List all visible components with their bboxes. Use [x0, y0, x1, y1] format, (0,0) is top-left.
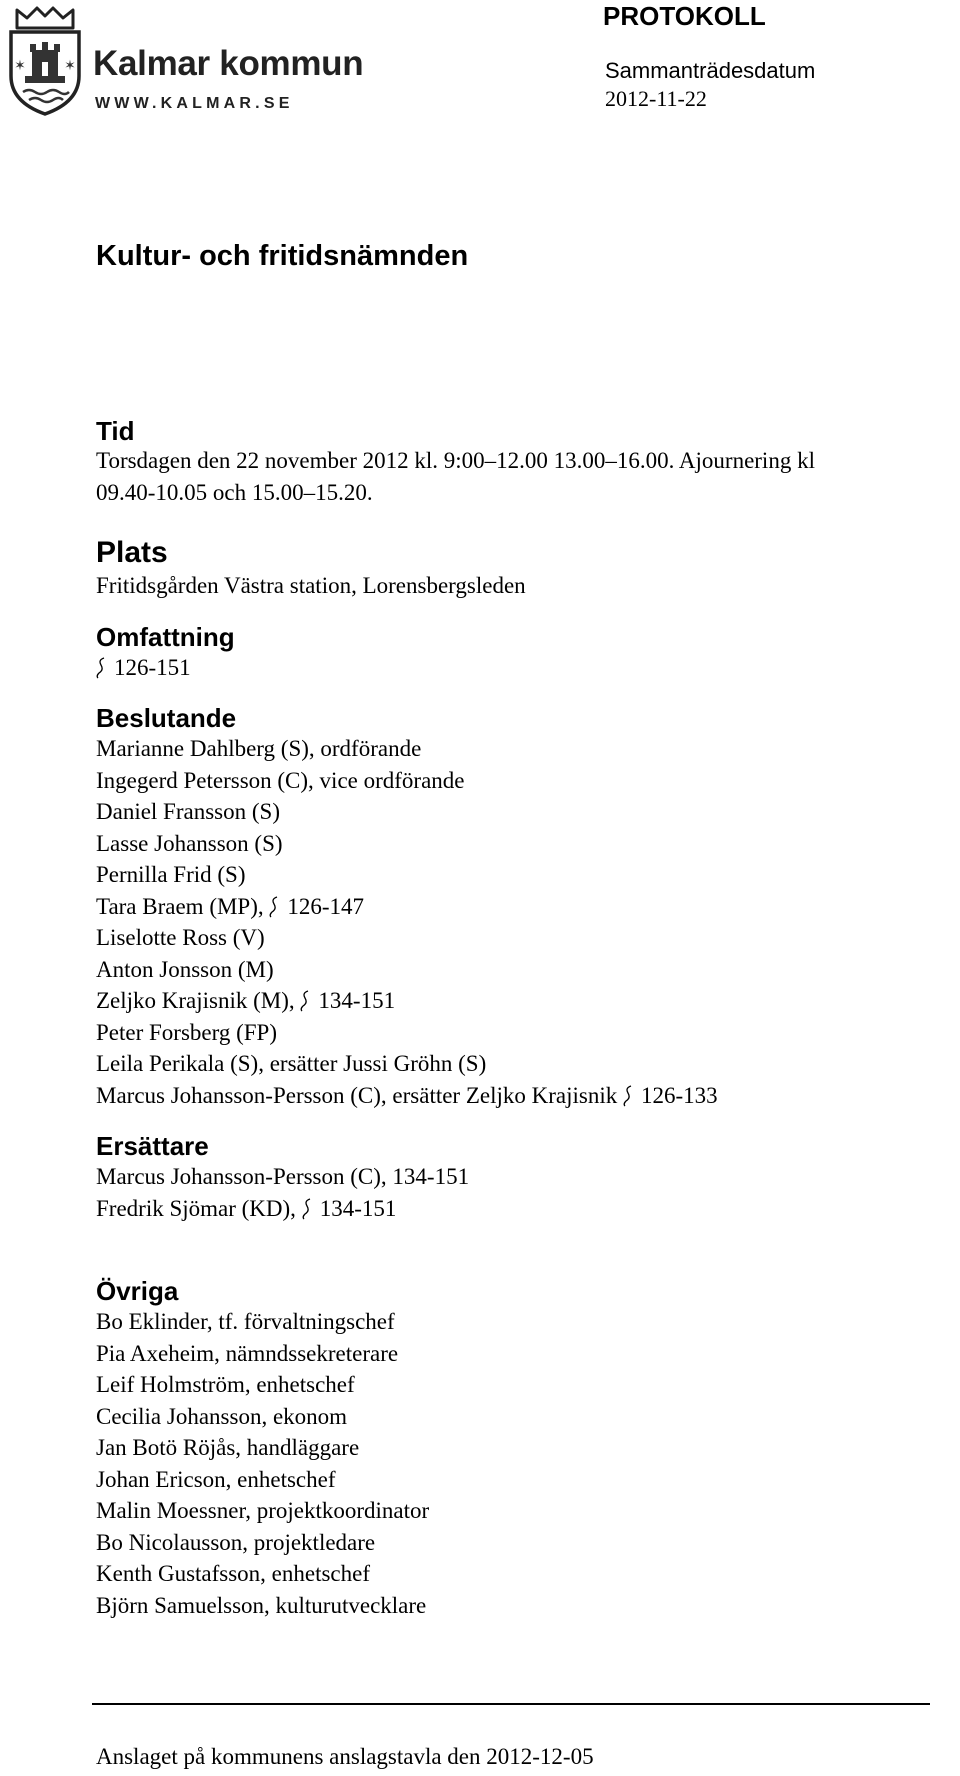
list-item: Jan Botö Röjås, handläggare	[96, 1435, 360, 1460]
list-item	[96, 891, 916, 923]
coat-of-arms-icon	[5, 6, 85, 116]
logo-url: WWW.KALMAR.SE	[95, 95, 294, 112]
document-type: PROTOKOLL	[603, 1, 766, 31]
list-item: Pernilla Frid (S)	[96, 862, 246, 887]
svg-text:✶: ✶	[64, 59, 76, 74]
section-scope	[96, 622, 916, 684]
scope-text	[96, 652, 916, 684]
list-item: Leif Holmström, enhetschef	[96, 1372, 355, 1397]
meeting-date-value: 2012-11-22	[605, 86, 707, 111]
section-decision-makers	[96, 703, 916, 1111]
section-substitutes	[96, 1131, 916, 1224]
section-place	[96, 536, 916, 602]
member-name: Tara Braem (MP),	[96, 893, 264, 919]
member-range: 134-151	[319, 1195, 397, 1221]
list-item: Liselotte Ross (V)	[96, 925, 265, 950]
svg-text:✶: ✶	[14, 59, 26, 74]
section-substitutes-heading: Ersättare	[96, 1131, 209, 1161]
paragraph-sign-icon	[623, 1084, 633, 1108]
paragraph-sign-icon	[269, 895, 279, 919]
list-item: Leila Perikala (S), ersätter Jussi Gröhn (S)	[96, 1051, 487, 1076]
meeting-date-label: Sammanträdesdatum	[605, 58, 816, 83]
list-item: Anton Jonsson (M)	[96, 956, 274, 982]
time-text	[96, 446, 916, 508]
list-item: Bo Eklinder, tf. förvaltningschef	[96, 1309, 395, 1334]
member-range: 134-151	[318, 988, 396, 1013]
list-item	[96, 985, 916, 1017]
member-name: Fredrik Sjömar (KD),	[96, 1195, 296, 1221]
list-item: Daniel Fransson (S)	[96, 799, 280, 824]
posting-notice: Anslaget på kommunens anslagstavla den 2012-12-05	[96, 1744, 594, 1769]
list-item: Johan Ericson, enhetschef	[96, 1466, 336, 1492]
list-item: Björn Samuelsson, kulturutvecklare	[96, 1592, 427, 1618]
list-item: Kenth Gustafsson, enhetschef	[96, 1561, 371, 1586]
list-item: Marianne Dahlberg (S), ordförande	[96, 736, 422, 761]
member-range: 126-147	[287, 893, 365, 919]
committee-title: Kultur- och fritidsnämnden	[96, 240, 469, 272]
protocol-body	[96, 416, 916, 1621]
paragraph-sign-icon	[300, 989, 310, 1013]
list-item: Ingegerd Petersson (C), vice ordförande	[96, 767, 465, 793]
section-time-heading: Tid	[96, 416, 135, 446]
place-text: Fritidsgården Västra station, Lorensbergsleden	[96, 573, 526, 598]
section-decision-makers-heading: Beslutande	[96, 703, 237, 733]
footer-divider	[92, 1703, 930, 1705]
time-line: Torsdagen den 22 november 2012 kl. 9:00–12.00 13.00–16.00. Ajournering kl	[96, 448, 815, 473]
list-item: Malin Moessner, projektkoordinator	[96, 1498, 430, 1523]
time-line: 09.40-10.05 och 15.00–15.20.	[96, 480, 373, 505]
list-item: Lasse Johansson (S)	[96, 830, 283, 856]
section-others-heading: Övriga	[96, 1276, 179, 1306]
member-range: 126-133	[640, 1082, 718, 1108]
section-time	[96, 416, 916, 508]
scope-range: 126-151	[114, 654, 191, 680]
kalmar-kommun-logo	[5, 6, 395, 116]
section-place-heading: Plats	[96, 536, 168, 569]
list-item	[96, 1193, 916, 1225]
section-scope-heading: Omfattning	[96, 621, 235, 652]
list-item: Pia Axeheim, nämndssekreterare	[96, 1340, 399, 1366]
paragraph-sign-icon	[302, 1197, 312, 1221]
member-name: Marcus Johansson-Persson (C), ersätter Zeljko Krajisnik	[96, 1082, 618, 1108]
list-item: Bo Nicolausson, projektledare	[96, 1529, 376, 1555]
list-item: Marcus Johansson-Persson (C), 134-151	[96, 1164, 470, 1189]
member-name: Zeljko Krajisnik (M),	[96, 988, 295, 1013]
logo-name: Kalmar kommun	[93, 44, 364, 83]
paragraph-sign-icon	[96, 656, 106, 680]
list-item	[96, 1080, 916, 1112]
list-item: Cecilia Johansson, ekonom	[96, 1403, 348, 1429]
list-item: Peter Forsberg (FP)	[96, 1019, 278, 1045]
section-others	[96, 1276, 916, 1621]
